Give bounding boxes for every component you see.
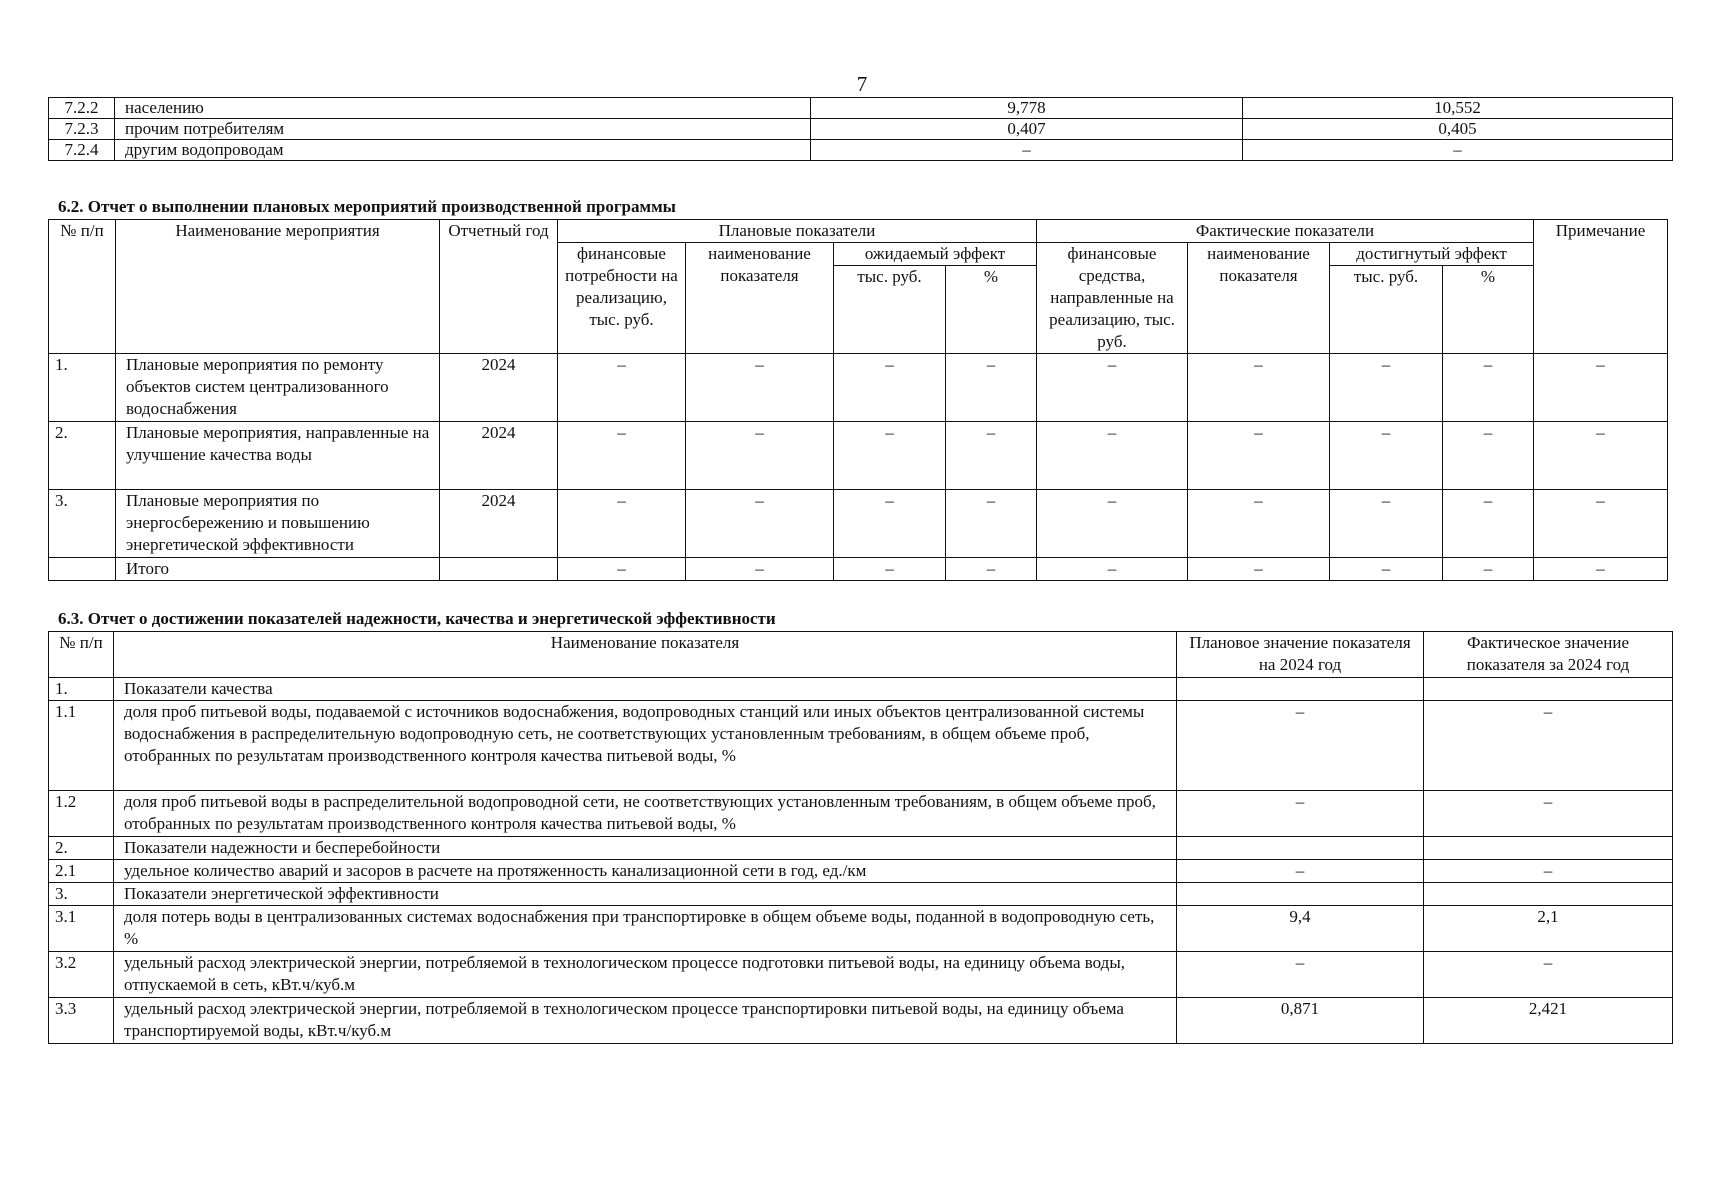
row-name: другим водопроводам: [115, 140, 811, 161]
row-cell: –: [558, 490, 686, 558]
row-cell: –: [558, 422, 686, 490]
row-cell: –: [946, 422, 1037, 490]
row-fact: –: [1424, 860, 1673, 883]
row-fact: [1424, 837, 1673, 860]
table-row: [49, 422, 1668, 490]
row-fact: –: [1424, 791, 1673, 837]
header-fact: Фактические показатели: [1037, 220, 1534, 243]
row-fact: –: [1424, 701, 1673, 791]
table-row: [49, 883, 1673, 906]
header-fact-indicator: наименование показателя: [1188, 243, 1330, 354]
row-name: удельный расход электрической энергии, потребляемой в технологическом процессе транспортировки питьевой воды, на единицу объема транспортируемой воды, кВт.ч/куб.м: [114, 998, 1177, 1044]
row-cell: –: [834, 422, 946, 490]
header-plan-indicator: наименование показателя: [686, 243, 834, 354]
row-cell: –: [1037, 490, 1188, 558]
total-cell: –: [558, 558, 686, 581]
header-year: Отчетный год: [440, 220, 558, 354]
row-fact: –: [1424, 952, 1673, 998]
row-year: 2024: [440, 354, 558, 422]
row-number: 2.1: [49, 860, 114, 883]
row-cell: –: [1534, 490, 1668, 558]
header-plan-pct: %: [946, 266, 1037, 354]
row-name: Плановые мероприятия по ремонту объектов систем централизованного водоснабжения: [116, 354, 440, 422]
row-cell: –: [1037, 422, 1188, 490]
header-fact: Фактическое значение показателя за 2024 год: [1424, 632, 1673, 678]
row-plan: –: [1177, 860, 1424, 883]
table-row: [49, 837, 1673, 860]
row-year: 2024: [440, 490, 558, 558]
table-6-2: [48, 219, 1668, 581]
table-7-2: [48, 97, 1673, 161]
row-value-plan: –: [811, 140, 1243, 161]
total-cell: –: [1534, 558, 1668, 581]
table-row: [49, 906, 1673, 952]
row-name: доля проб питьевой воды в распределительной водопроводной сети, не соответствующих установленным требованиям, в общем объеме проб, отобранных по результатам производственного контроля качества питьевой воды, %: [114, 791, 1177, 837]
header-plan-effect: ожидаемый эффект: [834, 243, 1037, 266]
table-row: [49, 860, 1673, 883]
row-cell: –: [1443, 422, 1534, 490]
row-cell: –: [1188, 354, 1330, 422]
section-6-2-title: 6.2. Отчет о выполнении плановых мероприятий производственной программы: [58, 197, 676, 216]
table-row: [49, 490, 1668, 558]
table-row: [49, 140, 1673, 161]
row-number: 1.: [49, 678, 114, 701]
row-fact: 2,421: [1424, 998, 1673, 1044]
header-num: № п/п: [49, 220, 116, 354]
row-cell: –: [1443, 354, 1534, 422]
row-fact: [1424, 883, 1673, 906]
row-number: 1.1: [49, 701, 114, 791]
header-fact-pct: %: [1443, 266, 1534, 354]
row-number: 7.2.4: [49, 140, 115, 161]
row-value-fact: –: [1243, 140, 1673, 161]
total-cell: –: [1330, 558, 1443, 581]
header-num: № п/п: [49, 632, 114, 678]
total-cell: –: [834, 558, 946, 581]
row-cell: –: [1443, 490, 1534, 558]
total-cell: –: [946, 558, 1037, 581]
row-fact: 2,1: [1424, 906, 1673, 952]
table-row: [49, 119, 1673, 140]
row-name: Плановые мероприятия, направленные на улучшение качества воды: [116, 422, 440, 490]
header-plan-rub: тыс. руб.: [834, 266, 946, 354]
table-row: [49, 678, 1673, 701]
row-number: 1.2: [49, 791, 114, 837]
row-plan: [1177, 883, 1424, 906]
row-number: 2.: [49, 837, 114, 860]
row-cell: –: [1188, 422, 1330, 490]
row-number: 3.: [49, 883, 114, 906]
row-cell: –: [946, 354, 1037, 422]
header-fact-rub: тыс. руб.: [1330, 266, 1443, 354]
row-number: 3.: [49, 490, 116, 558]
row-cell: –: [1330, 422, 1443, 490]
row-cell: –: [1534, 354, 1668, 422]
row-value-plan: 9,778: [811, 98, 1243, 119]
header-fact-effect: достигнутый эффект: [1330, 243, 1534, 266]
table-row: [49, 998, 1673, 1044]
row-name: прочим потребителям: [115, 119, 811, 140]
row-name: доля потерь воды в централизованных системах водоснабжения при транспортировке в общем объеме воды, поданной в водопроводную сеть, %: [114, 906, 1177, 952]
row-plan: [1177, 837, 1424, 860]
row-name: населению: [115, 98, 811, 119]
total-cell: –: [1037, 558, 1188, 581]
row-plan: [1177, 678, 1424, 701]
row-plan: –: [1177, 952, 1424, 998]
row-plan: 9,4: [1177, 906, 1424, 952]
header-plan: Плановое значение показателя на 2024 год: [1177, 632, 1424, 678]
row-plan: –: [1177, 701, 1424, 791]
row-value-plan: 0,407: [811, 119, 1243, 140]
row-number: 3.2: [49, 952, 114, 998]
total-cell: –: [686, 558, 834, 581]
row-number: 7.2.3: [49, 119, 115, 140]
row-cell: –: [558, 354, 686, 422]
row-value-fact: 10,552: [1243, 98, 1673, 119]
row-year: 2024: [440, 422, 558, 490]
row-cell: –: [1037, 354, 1188, 422]
row-cell: –: [1534, 422, 1668, 490]
row-number: 3.3: [49, 998, 114, 1044]
row-cell: –: [834, 490, 946, 558]
row-name: удельный расход электрической энергии, потребляемой в технологическом процессе подготовки питьевой воды, на единицу объема воды, отпускаемой в сеть, кВт.ч/куб.м: [114, 952, 1177, 998]
header-plan-fin: финансовые потребности на реализацию, тыс. руб.: [558, 243, 686, 354]
row-cell: –: [686, 490, 834, 558]
header-note: Примечание: [1534, 220, 1668, 354]
table-row-total: [49, 558, 1668, 581]
row-name: Показатели качества: [114, 678, 1177, 701]
row-number: [49, 558, 116, 581]
row-plan: 0,871: [1177, 998, 1424, 1044]
row-cell: –: [686, 354, 834, 422]
row-plan: –: [1177, 791, 1424, 837]
row-cell: –: [1330, 354, 1443, 422]
row-cell: –: [834, 354, 946, 422]
header-name: Наименование показателя: [114, 632, 1177, 678]
row-number: 1.: [49, 354, 116, 422]
header-plan: Плановые показатели: [558, 220, 1037, 243]
row-name: удельное количество аварий и засоров в расчете на протяженность канализационной сети в год, ед./км: [114, 860, 1177, 883]
row-name: Показатели энергетической эффективности: [114, 883, 1177, 906]
total-label: Итого: [116, 558, 440, 581]
row-cell: –: [1188, 490, 1330, 558]
table-6-3: [48, 631, 1673, 1044]
total-cell: –: [1443, 558, 1534, 581]
row-value-fact: 0,405: [1243, 119, 1673, 140]
row-name: доля проб питьевой воды, подаваемой с источников водоснабжения, водопроводных станций или иных объектов централизованной системы водоснабжения в распределительную водопроводную сеть, не соответствующих установленным требованиям, в общем объеме проб, отобранных по результатам производственного контроля качества питьевой воды, %: [114, 701, 1177, 791]
page-number: 7: [856, 72, 868, 96]
row-name: Плановые мероприятия по энергосбережению и повышению энергетической эффективности: [116, 490, 440, 558]
section-6-3-title: 6.3. Отчет о достижении показателей надежности, качества и энергетической эффективности: [58, 609, 776, 628]
table-row: [49, 98, 1673, 119]
table-row: [49, 354, 1668, 422]
row-number: 7.2.2: [49, 98, 115, 119]
row-name: Показатели надежности и бесперебойности: [114, 837, 1177, 860]
row-number: 3.1: [49, 906, 114, 952]
row-year: [440, 558, 558, 581]
row-cell: –: [946, 490, 1037, 558]
row-cell: –: [686, 422, 834, 490]
row-fact: [1424, 678, 1673, 701]
header-name: Наименование мероприятия: [116, 220, 440, 354]
table-row: [49, 952, 1673, 998]
header-fact-fin: финансовые средства, направленные на реализацию, тыс. руб.: [1037, 243, 1188, 354]
table-row: [49, 791, 1673, 837]
total-cell: –: [1188, 558, 1330, 581]
row-number: 2.: [49, 422, 116, 490]
table-row: [49, 701, 1673, 791]
row-cell: –: [1330, 490, 1443, 558]
